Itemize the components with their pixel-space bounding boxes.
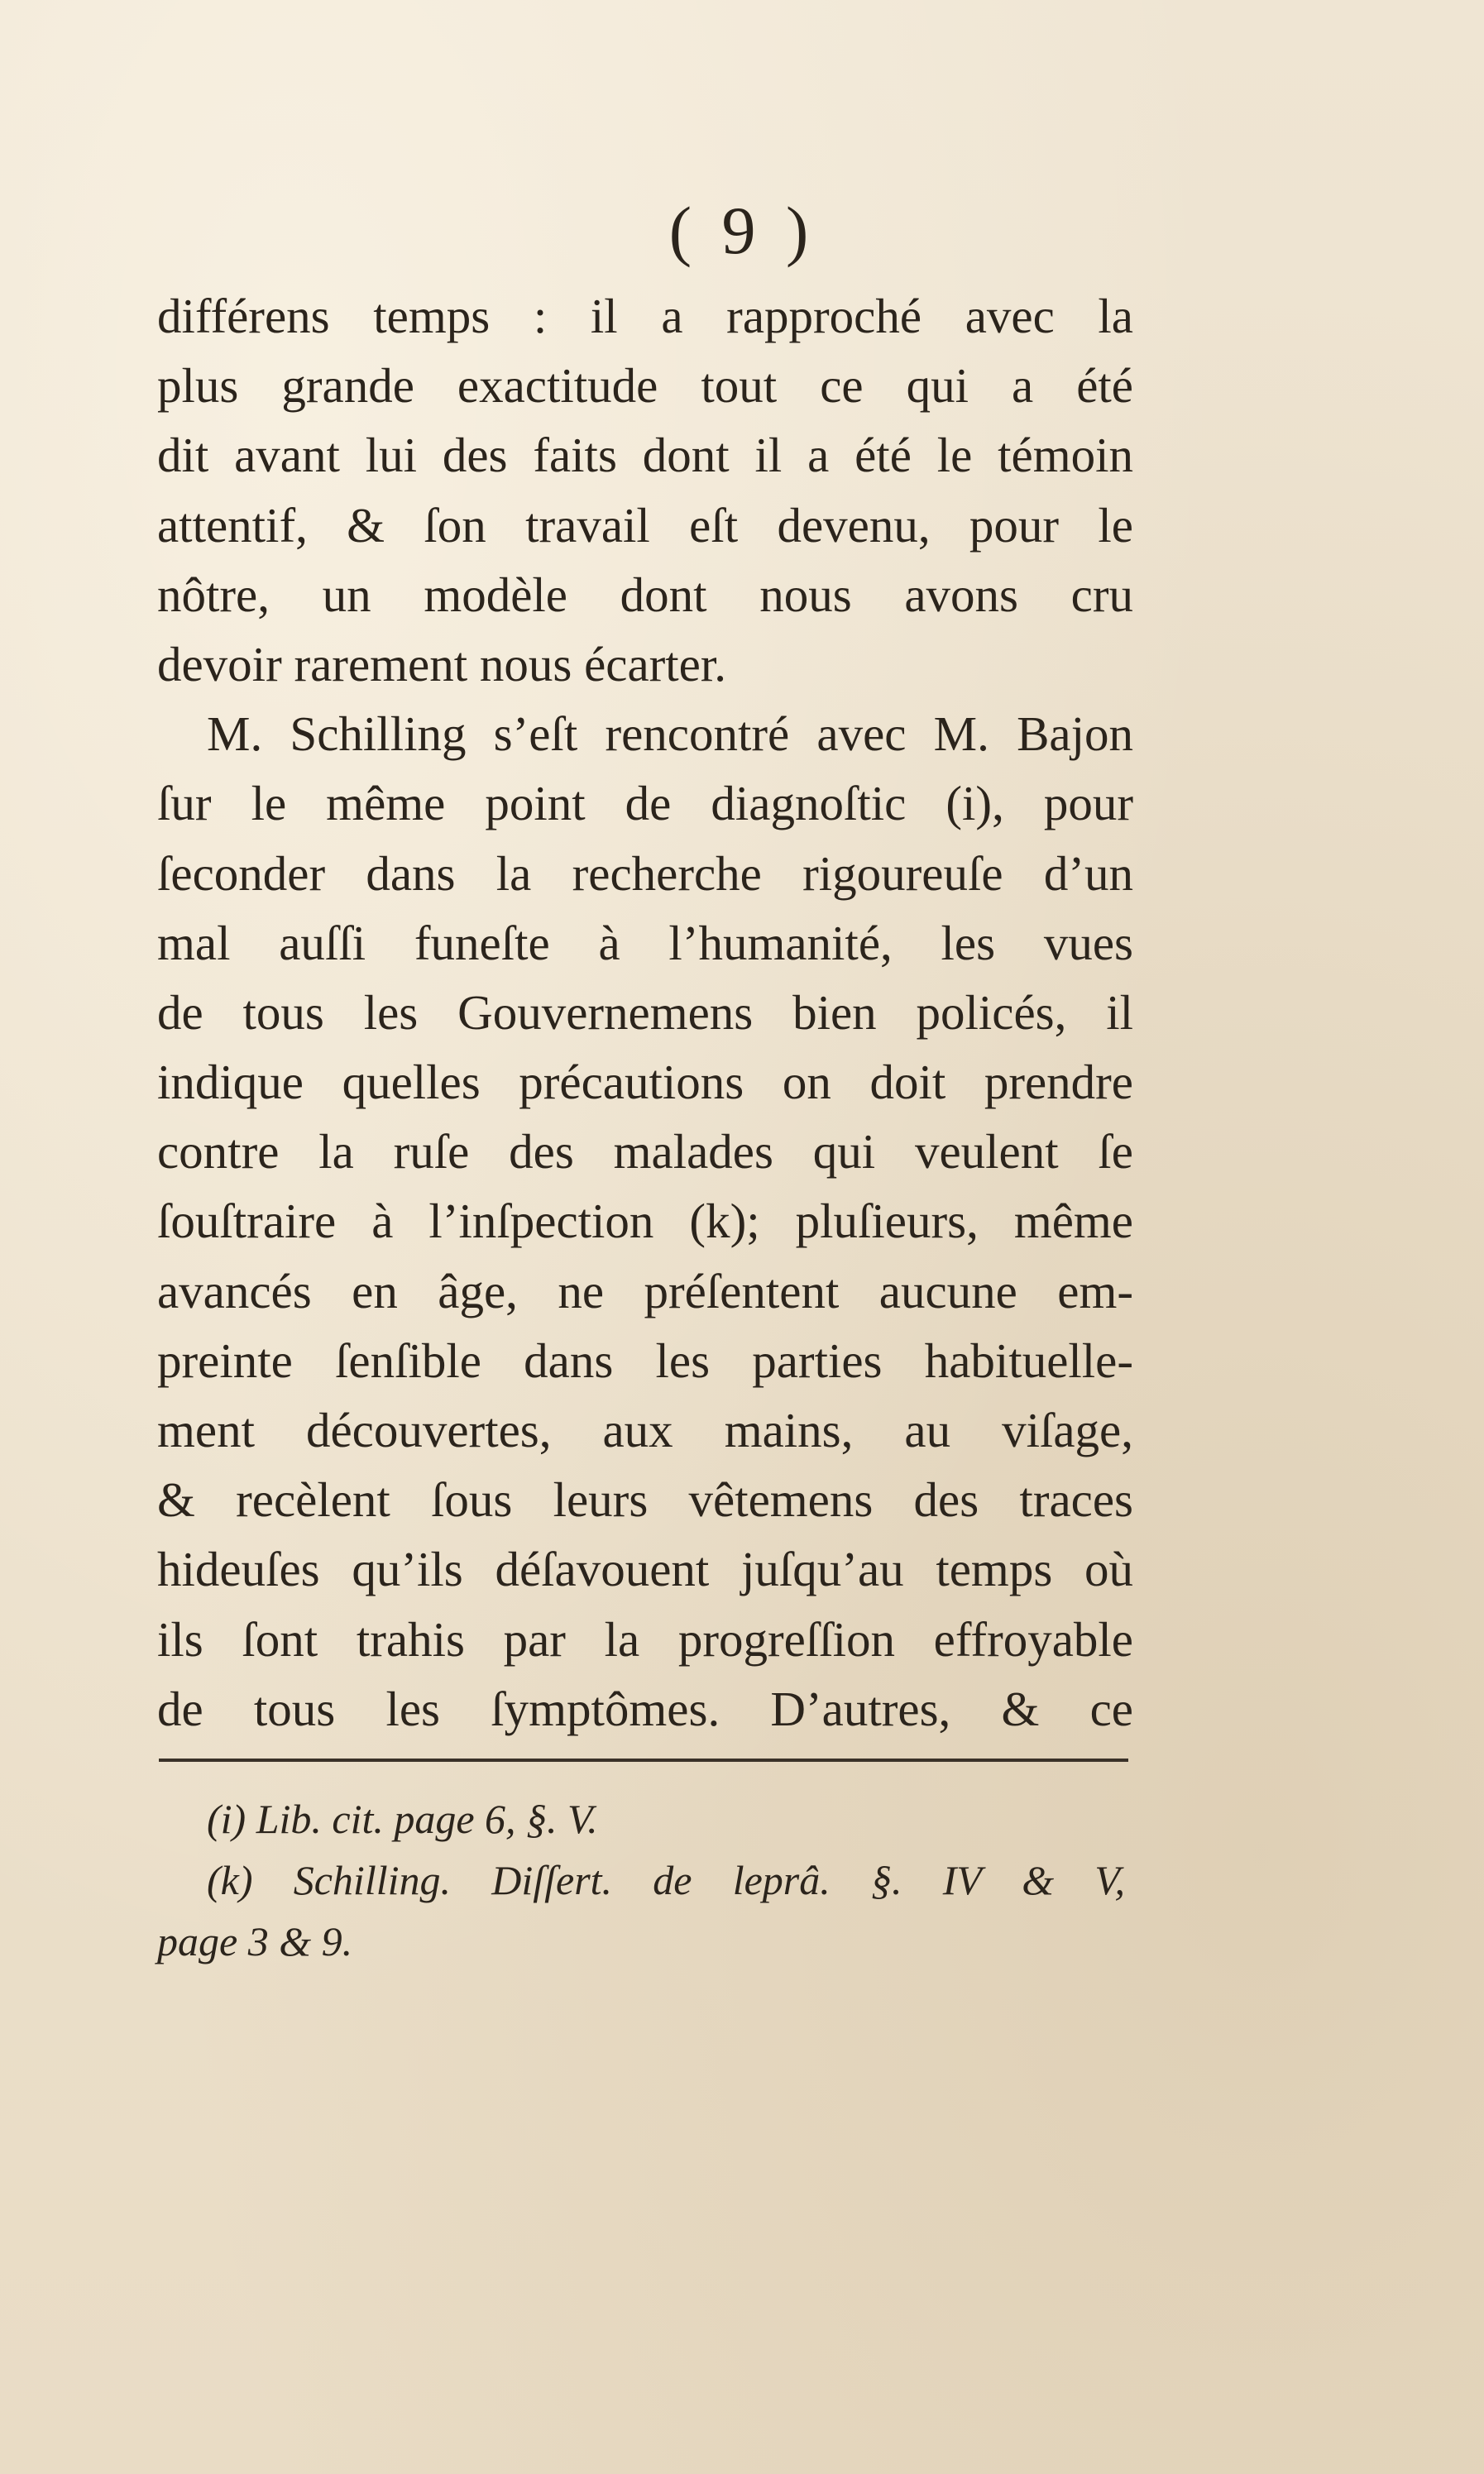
text-line: de tous les Gouvernemens bien policés, il xyxy=(157,984,1133,1040)
text-line: avancés en âge, ne préſentent aucune em- xyxy=(157,1263,1133,1318)
footnotes xyxy=(157,1788,1133,1972)
text-line: ſeconder dans la recherche rigoureuſe d’un xyxy=(157,845,1133,901)
text-line: indique quelles précautions on doit prendre xyxy=(157,1055,1133,1110)
text-line: preinte ſenſible dans les parties habituelle- xyxy=(157,1333,1133,1388)
text-line: attentif, & ſon travail eſt devenu, pour le xyxy=(157,497,1133,553)
text-line: plus grande exactitude tout ce qui a été xyxy=(157,358,1133,414)
page-number: ( 9 ) xyxy=(668,193,816,268)
text-line: dit avant lui des faits dont il a été le témoin xyxy=(157,428,1133,483)
text-line: ils ſont trahis par la progreſſion effroyable xyxy=(157,1611,1133,1667)
body-text xyxy=(157,281,1133,1744)
text-line: devoir rarement nous écarter. xyxy=(157,636,727,691)
text-line: ment découvertes, aux mains, au viſage, xyxy=(157,1403,1133,1457)
text-line: nôtre, un modèle dont nous avons cru xyxy=(157,567,1133,622)
footnote-k-continuation: page 3 & 9. xyxy=(157,1918,353,1964)
text-line: hideuſes qu’ils déſavouent juſqu’au temps où xyxy=(157,1542,1133,1597)
paragraph-start-line: M. Schilling s’eſt rencontré avec M. Bajon xyxy=(207,706,1133,762)
text-line: & recèlent ſous leurs vêtemens des traces xyxy=(157,1472,1133,1528)
text-line: ſur le même point de diagnoſtic (i), pour xyxy=(157,776,1133,831)
text-line: mal auſſi funeſte à l’humanité, les vues xyxy=(157,915,1133,970)
text-line: de tous les ſymptômes. D’autres, & ce xyxy=(157,1681,1133,1736)
footnote-divider xyxy=(159,1759,1128,1762)
text-line: ſouſtraire à l’inſpection (k); pluſieurs, même xyxy=(157,1194,1133,1249)
footnote-k: (k) Schilling. Diſſert. de leprâ. §. IV & V, xyxy=(207,1857,1125,1903)
footnote-i: (i) Lib. cit. page 6, §. V. xyxy=(207,1796,598,1842)
text-line: contre la ruſe des malades qui veulent ſe xyxy=(157,1124,1133,1180)
text-line: différens temps : il a rapproché avec la xyxy=(157,289,1133,343)
